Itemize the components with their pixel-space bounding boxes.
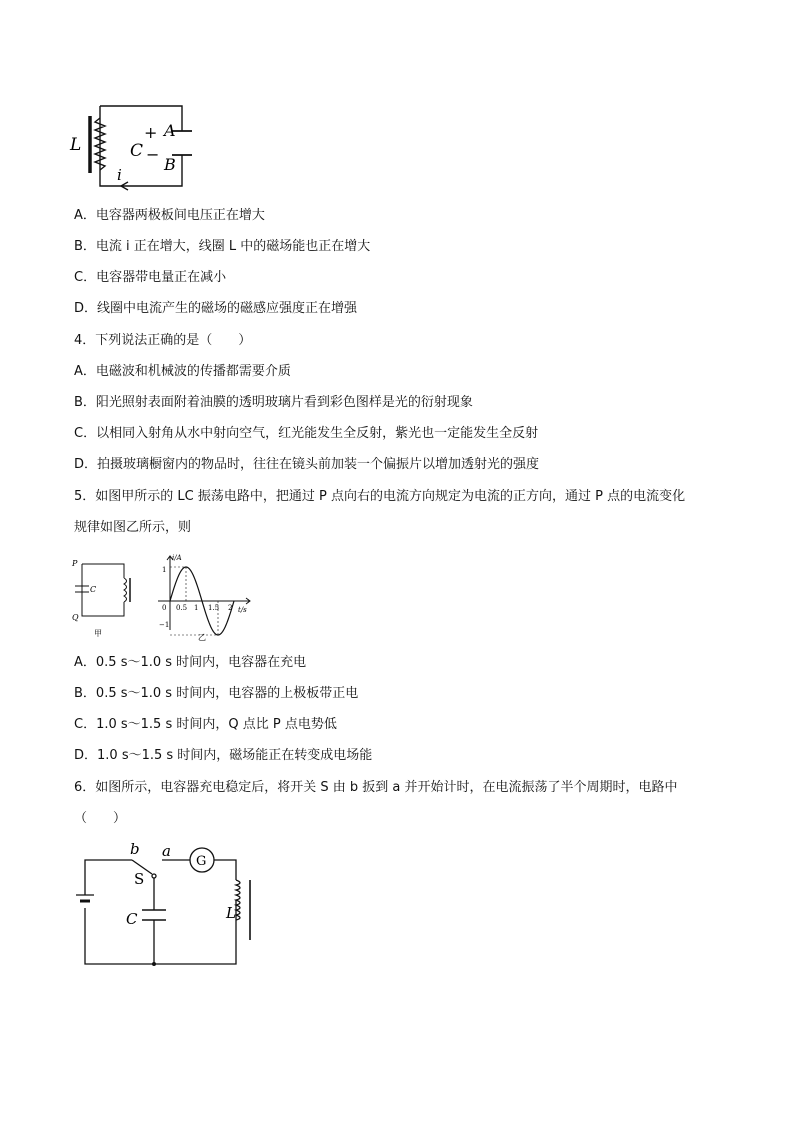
plus-sign: + [144, 123, 158, 142]
current-label: i [117, 166, 122, 184]
q3-option-d: D．线圈中电流产生的磁场的磁感应强度正在增强 [74, 301, 358, 316]
plate-a-label: A [164, 121, 176, 140]
y-axis-label: i/A [172, 554, 182, 562]
q5-option-d: D．1.0 s～1.5 s 时间内，磁场能正在转变成电场能 [74, 748, 373, 763]
galvanometer-icon: G [196, 854, 207, 869]
small-capacitor-label: C [90, 585, 97, 594]
inductor-l-label: L [226, 904, 236, 922]
switch-circuit-figure [70, 840, 270, 975]
q4-option-b: B．阳光照射表面附着油膜的透明玻璃片看到彩色图样是光的衍射现象 [74, 395, 473, 410]
q5-stem-line2: 规律如图乙所示，则 [74, 520, 192, 535]
x-tick-1-5: 1.5 [208, 604, 220, 612]
q5-option-b: B．0.5 s～1.0 s 时间内，电容器的上极板带正电 [74, 686, 359, 701]
x-axis-label: t/s [238, 606, 247, 614]
q4-stem: 4．下列说法正确的是（ ） [74, 333, 252, 348]
point-p-label: P [72, 559, 78, 568]
q5-option-c: C．1.0 s～1.5 s 时间内，Q 点比 P 点电势低 [74, 717, 337, 732]
terminal-b-label: b [130, 840, 140, 858]
inductor-label: L [70, 135, 82, 155]
minus-sign: − [146, 145, 160, 164]
point-q-label: Q [72, 613, 79, 622]
q6-stem-line2: （ ） [74, 811, 127, 826]
x-tick-0: 0 [162, 604, 167, 612]
figure-yi-caption: 乙 [198, 633, 206, 642]
q4-option-a: A．电磁波和机械波的传播都需要介质 [74, 364, 291, 379]
x-tick-0-5: 0.5 [176, 604, 188, 612]
q4-option-d: D．拍摄玻璃橱窗内的物品时，往往在镜头前加装一个偏振片以增加透射光的强度 [74, 457, 540, 472]
lc-circuit-figure-1 [66, 98, 196, 194]
current-time-chart [150, 548, 260, 644]
switch-s-label: S [134, 870, 145, 888]
terminal-a-label: a [162, 842, 171, 860]
lc-circuit-figure-jia [70, 556, 140, 642]
y-tick-minus-1: −1 [159, 621, 170, 629]
q4-option-c: C．以相同入射角从水中射向空气，红光能发生全反射，紫光也一定能发生全反射 [74, 426, 539, 441]
q3-option-c: C．电容器带电量正在减小 [74, 270, 227, 285]
capacitor-c-label: C [126, 910, 138, 928]
q6-stem-line1: 6．如图所示，电容器充电稳定后，将开关 S 由 b 扳到 a 并开始计时，在电流振荡了半个周期时，电路中 [74, 780, 678, 795]
y-tick-1: 1 [162, 566, 167, 574]
x-tick-2: 2 [228, 604, 233, 612]
figure-jia-caption: 甲 [94, 629, 102, 638]
capacitor-label: C [130, 141, 144, 161]
q5-option-a: A．0.5 s～1.0 s 时间内，电容器在充电 [74, 655, 307, 670]
q3-option-a: A．电容器两极板间电压正在增大 [74, 208, 265, 223]
x-tick-1: 1 [194, 604, 199, 612]
q3-option-b: B．电流 i 正在增大，线圈 L 中的磁场能也正在增大 [74, 239, 371, 254]
plate-b-label: B [164, 155, 176, 174]
q5-stem-line1: 5．如图甲所示的 LC 振荡电路中，把通过 P 点向右的电流方向规定为电流的正方向，通过 P 点的电流变化 [74, 489, 686, 504]
